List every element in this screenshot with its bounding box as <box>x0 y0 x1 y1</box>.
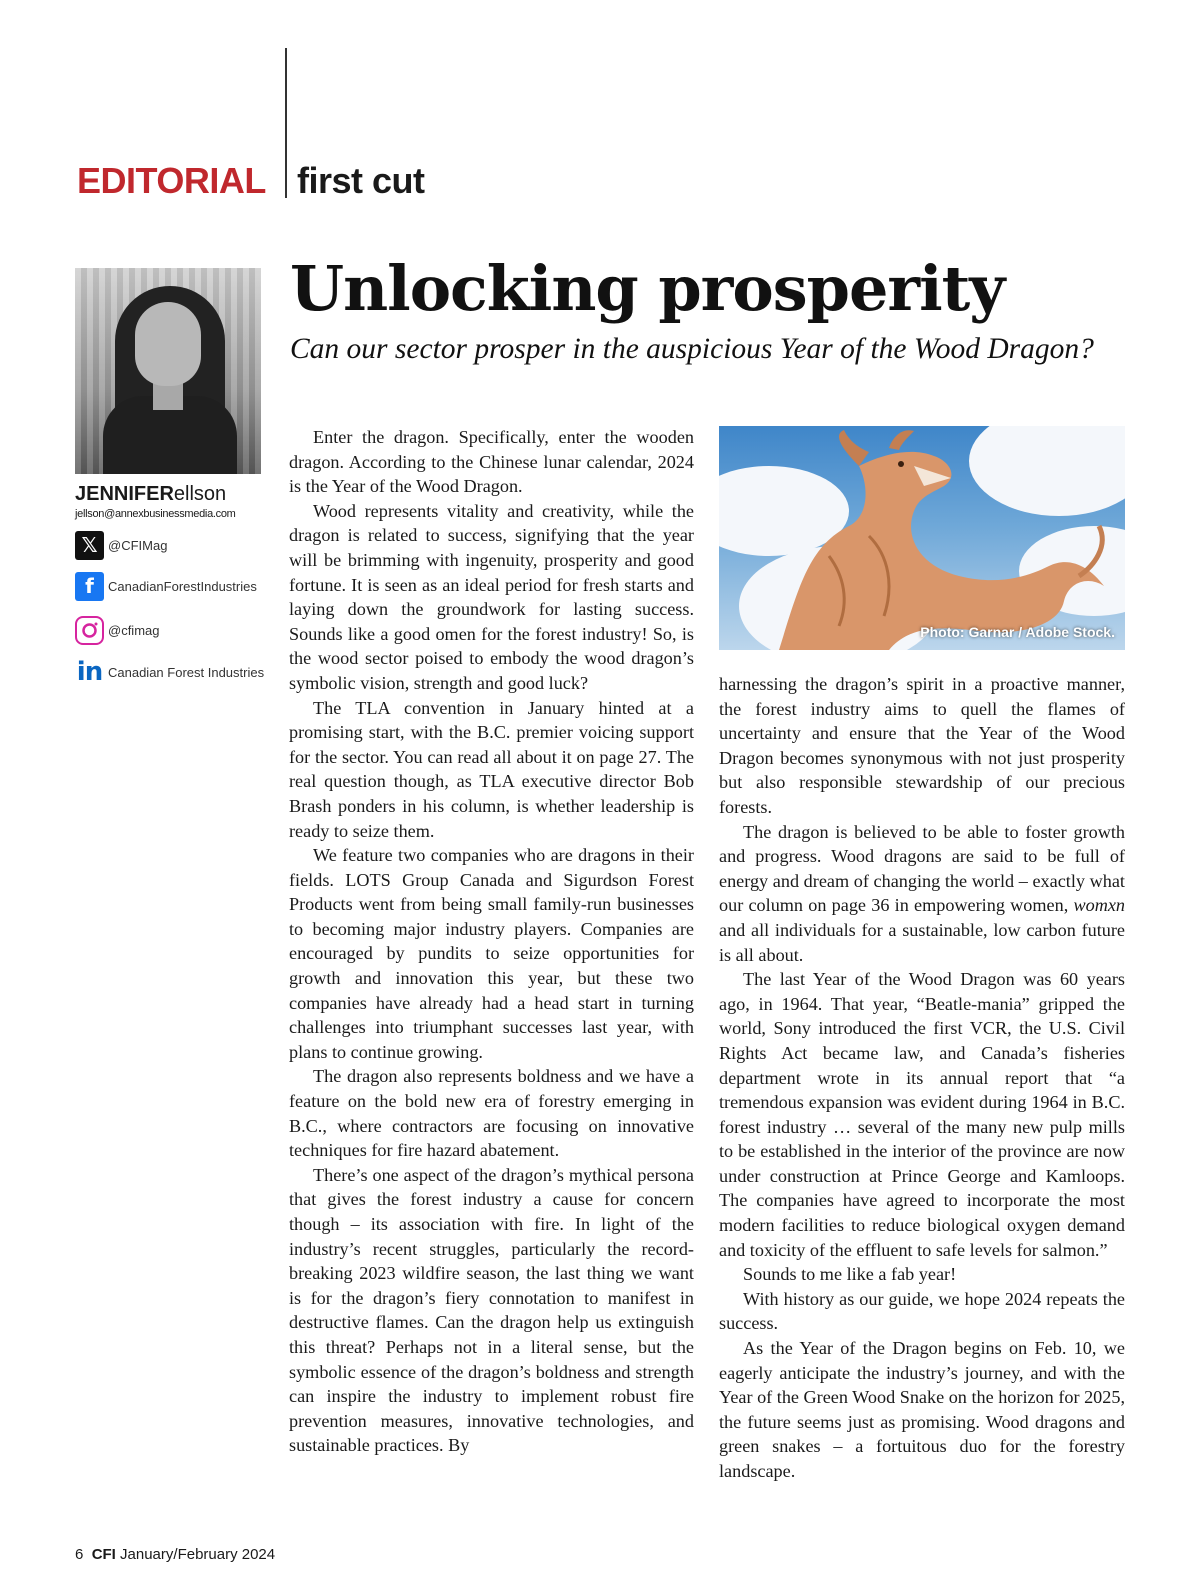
social-label: Canadian Forest Industries <box>108 665 265 680</box>
author-first-name: JENNIFER <box>75 483 174 505</box>
paragraph: Wood represents vitality and creativity, while the dragon is related to success, signifying that the year will be brimming with ingenuity, prosperity and good fortune. It is seen as an ideal period for fresh starts and laying down the groundwork for lasting success. Sounds like a good omen for the forest industry! So, is the wood sector poised to embody the wood dragon’s symbolic vision, strength and good luck? <box>289 500 694 693</box>
paragraph <box>719 820 1125 968</box>
social-linkedin[interactable] <box>75 658 264 687</box>
social-instagram[interactable] <box>75 616 160 645</box>
headline: Unlocking prosperity <box>290 252 1005 325</box>
x-icon: 𝕏 <box>75 531 104 560</box>
author-email[interactable]: jellson@annexbusinessmedia.com <box>75 508 236 520</box>
paragraph: Enter the dragon. Specifically, enter the wooden dragon. According to the Chinese lunar calendar, 2024 is the Year of the Wood Dragon. <box>289 427 694 497</box>
section-label: EDITORIAL <box>77 160 266 201</box>
paragraph: harnessing the dragon’s spirit in a proactive manner, the forest industry aims to quell the flames of uncertainty and ensure that the Year of the Wood Dragon becomes synonymous with not just prosperity but also responsible stewardship of our precious forests. <box>719 674 1125 817</box>
page-number: 6 <box>75 1546 84 1563</box>
deck: Can our sector prosper in the auspicious Year of the Wood Dragon? <box>290 333 1094 365</box>
social-label: CanadianForestIndustries <box>108 579 257 594</box>
article-column-1 <box>289 425 694 1458</box>
paragraph-text: The dragon is believed to be able to foster growth and progress. Wood dragons are said to be full of energy and dream of changing the world – exactly what our column on page 36 in empowering women, <box>719 821 1125 916</box>
dragon-photo <box>719 426 1125 650</box>
emphasis: womxn <box>1073 895 1125 916</box>
paragraph: The dragon also represents boldness and we have a feature on the bold new era of forestry emerging in B.C., where contractors are focusing on innovative techniques for fire hazard abatement. <box>289 1066 694 1161</box>
author-last-name: ellson <box>173 483 227 505</box>
dragon-illustration <box>719 426 1125 650</box>
linkedin-icon: in <box>76 657 103 687</box>
instagram-icon <box>75 616 104 645</box>
paragraph: We feature two companies who are dragons in their fields. LOTS Group Canada and Sigurdson Forest Products went from being small family-run businesses to becoming major industry players. Companies are encouraged by pundits to seize opportunities for growth and innovation this year, but these two companies have already had a head start in turning challenges into triumphant successes last year, with plans to continue growing. <box>289 845 694 1062</box>
column-name: first cut <box>297 160 425 201</box>
paragraph: Sounds to me like a fab year! <box>743 1264 957 1285</box>
paragraph: As the Year of the Dragon begins on Feb. 10, we eagerly anticipate the industry’s journey, and with the Year of the Green Wood Snake on the horizon for 2025, the future seems just as promising. Wood dragons and green snakes – a fortuitous duo for the forestry landscape. <box>719 1338 1125 1481</box>
paragraph: The last Year of the Wood Dragon was 60 years ago, in 1964. That year, “Beatle-mania” gripped the world, Sony introduced the first VCR, the U.S. Civil Rights Act became law, and Canada’s fisheries department wrote in its annual report that “a tremendous expansion was evident during 1964 in B.C. forest industry … several of the many new pulp mills to be established in the interior of the province are now under construction at Prince George and Kamloops. The companies have agreed to incorporate the most modern facilities to reduce biological oxygen demand and toxicity of the effluent to safe levels for salmon.” <box>719 969 1125 1260</box>
paragraph: There’s one aspect of the dragon’s mythical persona that gives the forest industry a cause for concern though – its association with fire. In light of the industry’s recent struggles, particularly the record-breaking 2023 wildfire season, the last thing we want is for the dragon’s fiery connotation to manifest in destructive flames. Can the dragon help us extinguish this threat? Perhaps not in a literal sense, but the symbolic essence of the dragon’s boldness and strength can inspire the industry to implement robust fire prevention measures, innovative technologies, and sustainable practices. By <box>289 1164 694 1456</box>
header-divider <box>285 48 287 198</box>
social-label: @CFIMag <box>108 538 168 553</box>
paragraph-text: and all individuals for a sustainable, low carbon future is all about. <box>719 919 1125 965</box>
social-facebook[interactable] <box>75 572 257 601</box>
page-footer <box>75 1546 275 1563</box>
author-name <box>75 483 226 506</box>
paragraph: The TLA convention in January hinted at a promising start, with the B.C. premier voicing support for the sector. You can read all about it on page 27. The real question though, as TLA executive director Bob Brash ponders in his column, is whether leadership is ready to seize them. <box>289 697 694 841</box>
photo-credit: Photo: Garnar / Adobe Stock. <box>920 624 1115 640</box>
article-column-2 <box>719 672 1125 1484</box>
social-label: @cfimag <box>108 623 160 638</box>
magazine-name: CFI <box>91 1546 116 1563</box>
facebook-icon: f <box>75 572 104 601</box>
author-portrait <box>75 268 261 474</box>
social-x[interactable] <box>75 531 167 560</box>
issue-date: January/February 2024 <box>120 1546 276 1563</box>
paragraph: With history as our guide, we hope 2024 repeats the success. <box>719 1288 1125 1334</box>
